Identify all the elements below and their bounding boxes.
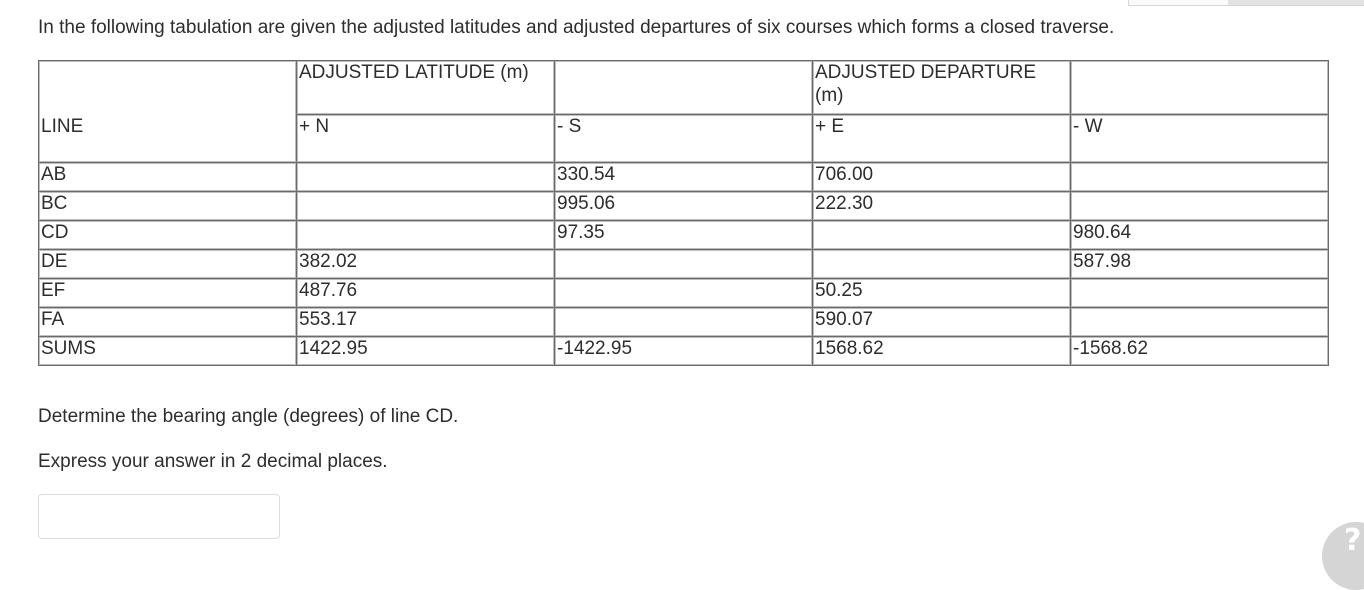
latitude-header: ADJUSTED LATITUDE (m): [297, 61, 555, 115]
east-cell: 590.07: [813, 308, 1071, 337]
east-cell: 50.25: [813, 279, 1071, 308]
east-cell: 222.30: [813, 192, 1071, 221]
line-cell: AB: [39, 163, 297, 192]
west-cell: [1071, 163, 1329, 192]
south-cell: [555, 250, 813, 279]
sums-row: [39, 337, 1329, 366]
line-cell: FA: [39, 308, 297, 337]
line-cell: SUMS: [39, 337, 297, 366]
east-header: + E: [813, 115, 1071, 163]
question-mark-icon[interactable]: ?: [1322, 522, 1364, 590]
east-cell: [813, 250, 1071, 279]
departure-header: ADJUSTED DEPARTURE (m): [813, 61, 1071, 115]
north-cell: 382.02: [297, 250, 555, 279]
east-sum-cell: 1568.62: [813, 337, 1071, 366]
south-sum-cell: -1422.95: [555, 337, 813, 366]
line-header-cell: [39, 61, 297, 163]
table-row: [39, 163, 1329, 192]
line-cell: BC: [39, 192, 297, 221]
south-cell: [555, 279, 813, 308]
north-cell: 553.17: [297, 308, 555, 337]
north-cell: [297, 192, 555, 221]
north-cell: 487.76: [297, 279, 555, 308]
west-cell: [1071, 192, 1329, 221]
question-text: Determine the bearing angle (degrees) of line CD.: [38, 406, 459, 427]
line-cell: EF: [39, 279, 297, 308]
table-row: [39, 221, 1329, 250]
south-cell: 995.06: [555, 192, 813, 221]
east-cell: [813, 221, 1071, 250]
west-cell: 980.64: [1071, 221, 1329, 250]
table-row: [39, 250, 1329, 279]
west-header: - W: [1071, 115, 1329, 163]
top-bar-fragment: [1128, 0, 1364, 6]
west-cell: [1071, 279, 1329, 308]
north-sum-cell: 1422.95: [297, 337, 555, 366]
north-header: + N: [297, 115, 555, 163]
answer-input[interactable]: [38, 494, 280, 539]
line-cell: DE: [39, 250, 297, 279]
south-cell: 330.54: [555, 163, 813, 192]
line-cell: CD: [39, 221, 297, 250]
east-cell: 706.00: [813, 163, 1071, 192]
west-cell: 587.98: [1071, 250, 1329, 279]
west-cell: [1071, 308, 1329, 337]
north-cell: [297, 163, 555, 192]
instruction-text: Express your answer in 2 decimal places.: [38, 451, 388, 472]
traverse-table: [38, 60, 1329, 366]
west-sum-cell: -1568.62: [1071, 337, 1329, 366]
table-row: [39, 308, 1329, 337]
intro-text: In the following tabulation are given the adjusted latitudes and adjusted departures of six courses which forms a closed traverse.: [38, 17, 1115, 38]
south-cell: 97.35: [555, 221, 813, 250]
north-cell: [297, 221, 555, 250]
line-header: LINE: [41, 116, 84, 137]
table-row: [39, 279, 1329, 308]
south-header: - S: [555, 115, 813, 163]
table-row: [39, 192, 1329, 221]
south-cell: [555, 308, 813, 337]
